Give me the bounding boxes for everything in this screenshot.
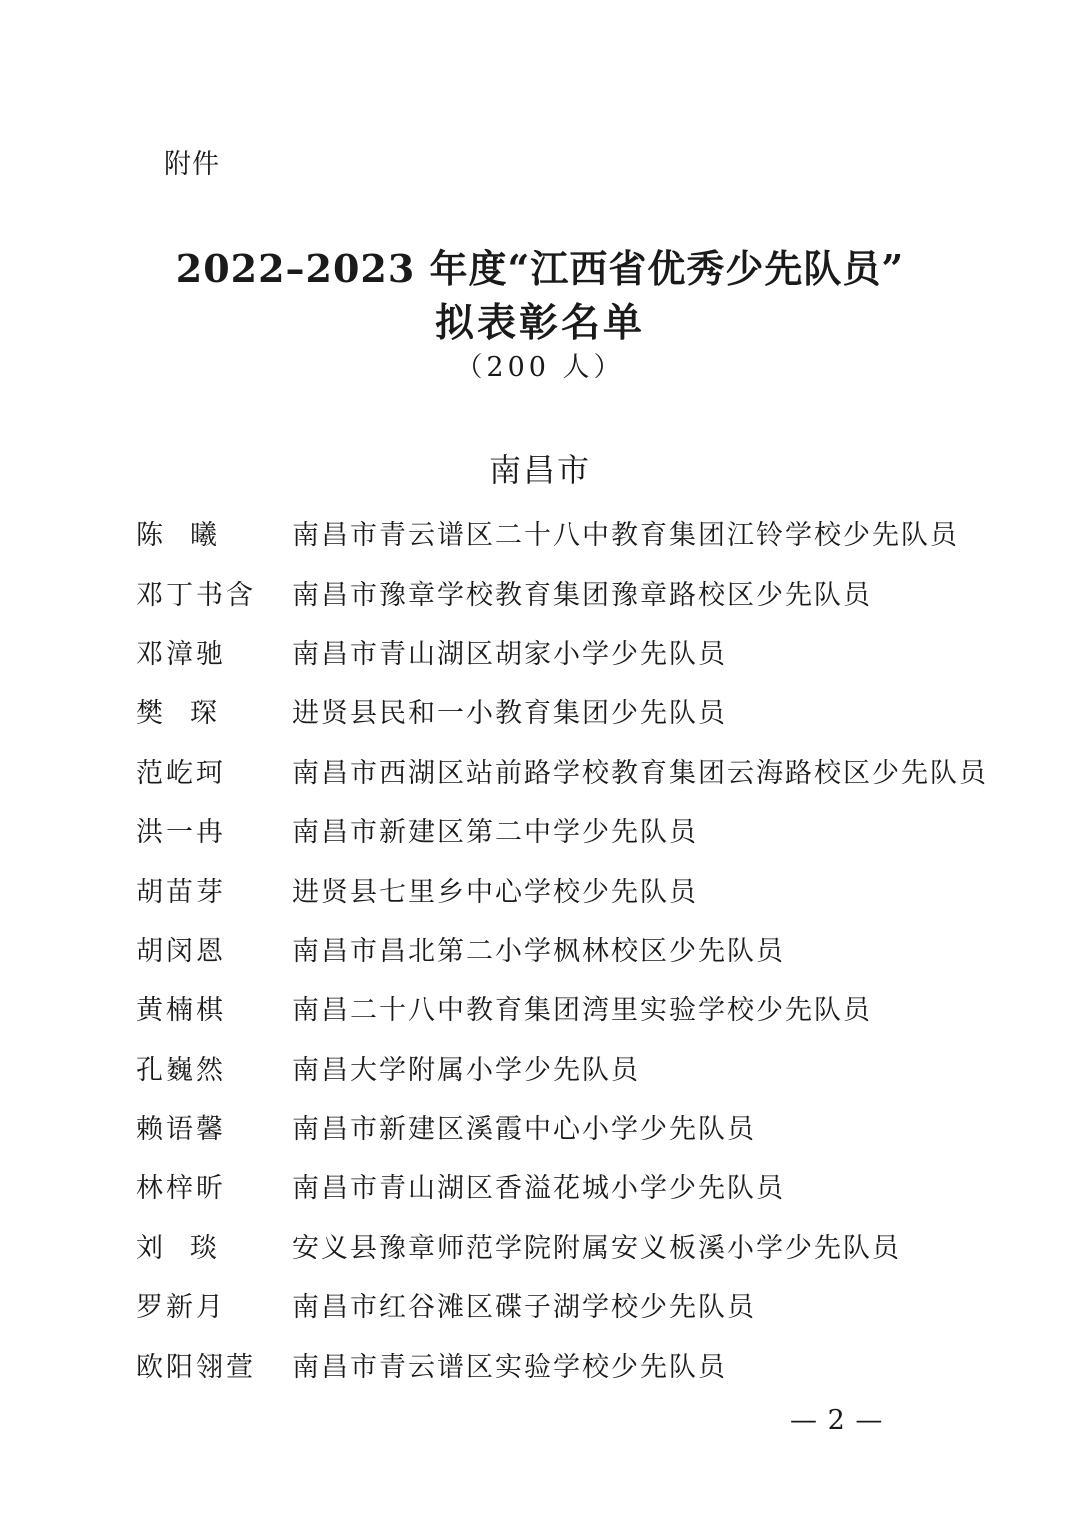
list-item <box>136 800 1036 859</box>
honoree-name: 范屹珂 <box>136 757 226 789</box>
page-number: — 2 — <box>790 1405 884 1436</box>
honoree-unit: 南昌市红谷滩区碟子湖学校少先队员 <box>292 1292 756 1324</box>
honoree-unit: 南昌市青云谱区实验学校少先队员 <box>292 1351 727 1383</box>
list-item <box>136 1038 1036 1097</box>
list-item <box>136 503 1036 562</box>
honoree-name: 黄楠棋 <box>136 995 226 1027</box>
document-title: 2022–2023 年度“江西省优秀少先队员” <box>175 246 905 291</box>
honoree-name: 欧阳翎萱 <box>136 1351 256 1383</box>
honoree-name: 邓丁书含 <box>136 579 256 611</box>
list-item <box>136 919 1036 978</box>
list-item <box>136 978 1036 1037</box>
honoree-name: 赖语馨 <box>136 1114 226 1146</box>
list-item <box>136 622 1036 681</box>
list-item <box>136 562 1036 621</box>
honoree-name: 樊琛 <box>136 698 244 730</box>
honoree-name: 孔巍然 <box>136 1054 226 1086</box>
honoree-name: 陈曦 <box>136 520 244 552</box>
honoree-unit: 南昌市豫章学校教育集团豫章路校区少先队员 <box>292 579 872 611</box>
honoree-name: 洪一冉 <box>136 817 226 849</box>
document-subtitle: 拟表彰名单 <box>434 300 645 346</box>
annex-label: 附件 <box>164 149 220 180</box>
list-item <box>136 1275 1036 1334</box>
recipient-count: （200 人） <box>455 352 625 383</box>
honoree-unit: 进贤县七里乡中心学校少先队员 <box>292 876 698 908</box>
honoree-unit: 安义县豫章师范学院附属安义板溪小学少先队员 <box>292 1232 901 1264</box>
honoree-name: 胡闵恩 <box>136 935 226 967</box>
honoree-name: 林梓昕 <box>136 1173 226 1205</box>
honoree-unit: 南昌市昌北第二小学枫林校区少先队员 <box>292 935 785 967</box>
honoree-unit: 南昌市青山湖区胡家小学少先队员 <box>292 638 727 670</box>
honoree-name: 罗新月 <box>136 1292 226 1324</box>
honoree-unit: 南昌市新建区溪霞中心小学少先队员 <box>292 1114 756 1146</box>
list-item <box>136 1334 1036 1393</box>
list-item <box>136 859 1036 918</box>
list-item <box>136 681 1036 740</box>
list-item <box>136 1216 1036 1275</box>
honoree-unit: 进贤县民和一小教育集团少先队员 <box>292 698 727 730</box>
honoree-unit: 南昌二十八中教育集团湾里实验学校少先队员 <box>292 995 872 1027</box>
honoree-list <box>136 503 1036 1394</box>
honoree-name: 邓漳驰 <box>136 638 226 670</box>
honoree-name: 刘琰 <box>136 1232 244 1264</box>
honoree-unit: 南昌市青山湖区香溢花城小学少先队员 <box>292 1173 785 1205</box>
honoree-unit: 南昌市青云谱区二十八中教育集团江铃学校少先队员 <box>292 520 959 552</box>
honoree-unit: 南昌市西湖区站前路学校教育集团云海路校区少先队员 <box>292 757 988 789</box>
section-heading-nanchang: 南昌市 <box>488 451 591 489</box>
list-item <box>136 1097 1036 1156</box>
list-item <box>136 1156 1036 1215</box>
honoree-unit: 南昌大学附属小学少先队员 <box>292 1054 640 1086</box>
list-item <box>136 741 1036 800</box>
honoree-unit: 南昌市新建区第二中学少先队员 <box>292 817 698 849</box>
honoree-name: 胡苗芽 <box>136 876 226 908</box>
